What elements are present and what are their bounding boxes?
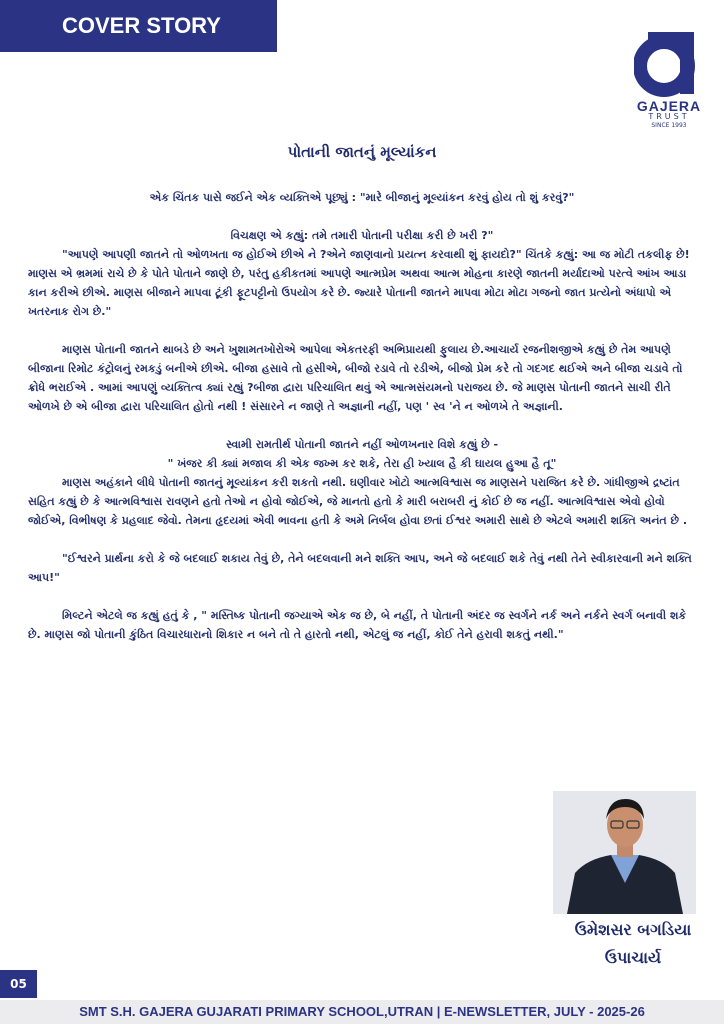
article-paragraph-1: "આપણે આપણી જાતને તો ઓળખતા જ હોઈએ છીએ ને ?એને જાણવાનો પ્રયત્ન કરવાથી શું ફાયદો?" ચિંતકે કહ્યું: આ જ મોટી તકલીફ છે! માણસ એ ભ્રમમાં રાચે છે કે પોતે પોતાને જાણે છે, પરંતુ હકીકતમાં આપણે આત્મપ્રેમ અથવા આત્મ મોહના કારણે જાતની મર્યાદાઓ પરત્વે આંખ આડા કાન કરીએ છીએ. માણસ બીજાને માપવા ટૂંકી ફૂટપટ્ટીનો ઉપયોગ કરે છે. જ્યારે પોતાની જાતને માપવા મોટા મોટા ગજનો જાત પ્રત્યેનો અંધાપો એ ખતરનાક રોગ છે." [28, 248, 690, 318]
gajera-logo-icon [634, 30, 704, 98]
footer-text: SMT S.H. GAJERA GUJARATI PRIMARY SCHOOL,UTRAN | E-NEWSLETTER, JULY - 2025-26 [0, 1000, 724, 1024]
article-body [28, 188, 696, 644]
gajera-trust-logo [626, 30, 712, 140]
quote-intro: સ્વામી રામતીર્થ પોતાની જાતને નહીં ઓળખનાર વિશે કહ્યું છે - [225, 438, 499, 451]
article-paragraph-3: માણસ અહંકાને લીધે પોતાની જાતનું મૂલ્યાંકન કરી શકતો નથી. ઘણીવાર ખોટો આત્મવિશ્વાસ જ માણસને પરાજિત કરે છે. ગાંધીજીએ દ્રષ્ટાંત સહિત કહ્યું છે કે આત્મવિશ્વાસ રાવણને હતો તેઓ ન હોવો જોઈએ, જે માનતો હતો કે મારી બરાબરી નું કોઈ છે જ નહીં. આત્મવિશ્વાસ એવો હોવો જોઈએ, વિભીષણ કે પ્રહલાદ જેવો. તેમના હૃદયમાં એવી ભાવના હતી કે અમે નિર્બલ હોવા છતાં ઈશ્વર અમારી સાથે છે એટલે અમારી શક્તિ અનંત છે . [28, 476, 688, 527]
article-intro: એક ચિંતક પાસે જઈને એક વ્યક્તિએ પૂછ્યું : "મારે બીજાનું મૂલ્યાંકન કરવું હોય તો શું કરવું?" [149, 191, 575, 204]
page-number: 05 [0, 970, 37, 998]
prayer-quote: "ઈશ્વરને પ્રાર્થના કરો કે જે બદલાઈ શકાય તેવું છે, તેને બદલવાની મને શક્તિ આપ, અને જે બદલાઈ શકે તેવું નથી તેને સ્વીકારવાની મને શક્તિ આપ!" [28, 552, 692, 584]
author-name: ઉમેશસર બગડિયા [574, 920, 692, 939]
author-role: ઉપાચાર્ય [604, 948, 662, 967]
quote-text: " ખંજર કી ક્યાં મજાલ કી એક જખ્મ કર શકે, તેરા હી ખ્યાલ હૈ કી ઘાયલ હુઆ હૈ તૂ" [167, 457, 557, 470]
logo-since: SINCE 1993 [651, 122, 687, 129]
article-reply: વિચક્ષણ એ કહ્યું: તમે તમારી પોતાની પરીક્ષા કરી છે ખરી ?" [230, 229, 494, 242]
author-portrait-icon [553, 791, 696, 914]
logo-subtitle: TRUST [648, 112, 690, 121]
author-photo [553, 791, 696, 914]
article-title: પોતાની જાતનું મૂલ્યાંકન [287, 143, 437, 161]
logo-name: GAJERA [636, 98, 702, 114]
section-banner: COVER STORY [0, 0, 277, 52]
milton-quote: મિલ્ટને એટલે જ કહ્યું હતું કે , " મસ્તિષ્ક પોતાની જગ્યાએ એક જ છે, બે નહીં, તે પોતાની અંદર જ સ્વર્ગને નર્ક અને નર્કને સ્વર્ગ બનાવી શકે છે. માણસ જો પોતાની કુંઠિત વિચારધારાનો શિકાર ન બને તો તે હારતો નથી, એટલું જ નહીં, કોઈ તેને હરાવી શકતું નથી." [28, 609, 687, 641]
article-paragraph-2: માણસ પોતાની જાતને થાબડે છે અને ખુશામતખોરોએ આપેલા એકતરફી અભિપ્રાયથી ફુલાય છે.આચાર્ય રજનીશજીએ કહ્યું છે તેમ આપણે બીજાના રિમોટ કંટ્રોલનું રમકડું બનીએ છીએ. બીજા હસાવે તો હસીએ, બીજો રડાવે તો રડીએ, બીજો પ્રેમ કરે તો ગદગદ થઈએ અને બીજા ચડાવે તો ક્રોધે ભરાઈએ . આમાં આપણું વ્યક્તિત્વ ક્યાં રહ્યું ?બીજા દ્વારા પરિચાલિત થવું એ આત્મસંયમનો પરાજય છે. જે માણસ પોતાની જાતને સાચી રીતે ઓળખે છે એ બીજા દ્વારા પરિચાલિત હોતો નથી ! સંસારને ન જાણે તે અજ્ઞાની નહીં, પણ ' સ્વ 'ને ન ઓળખે તે અજ્ઞાની. [28, 343, 683, 413]
